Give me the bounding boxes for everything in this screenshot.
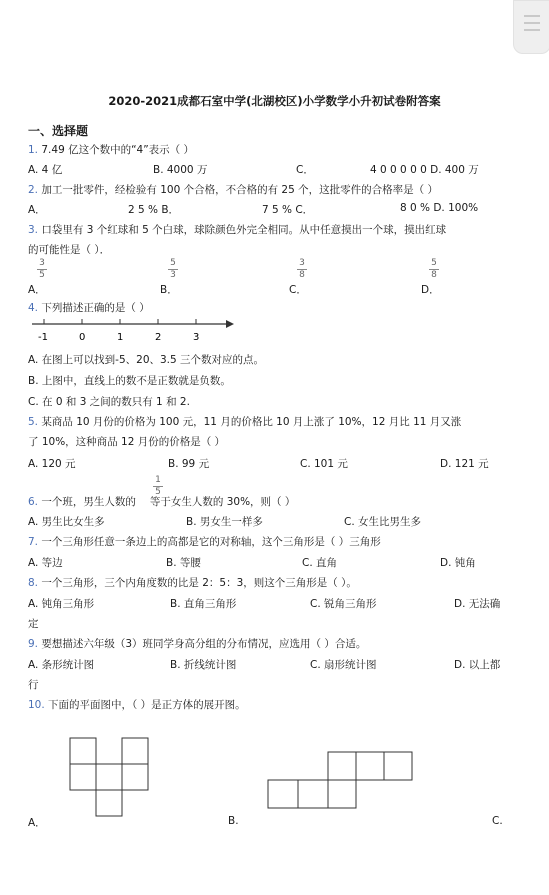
option-c[interactable]: 7 5 % C．	[262, 204, 314, 216]
option-a[interactable]: A．	[28, 204, 46, 216]
option-b[interactable]: B. 等腰	[166, 557, 201, 569]
question-10: 10. 下面的平面图中，（ ）是正方体的展开图。	[28, 699, 246, 711]
option-d[interactable]: 8 0 % D. 100%	[400, 202, 479, 214]
tick-label: -1	[38, 332, 48, 343]
option-a[interactable]: A. 等边	[28, 557, 63, 569]
option-b[interactable]: B.	[228, 815, 239, 827]
option-c[interactable]: C. 直角	[302, 557, 338, 569]
fraction: 3 5	[36, 259, 48, 280]
option-a[interactable]: A．	[28, 284, 46, 296]
question-3: 3. 口袋里有 3 个红球和 5 个白球，球除颜色外完全相同。从中任意摸出一个球，摸出红球	[28, 224, 447, 236]
question-8: 8. 一个三角形，三个内角度数的比是 2：5：3，则这个三角形是（ ）。	[28, 577, 357, 589]
question-9: 9. 要想描述六年级（3）班同学身高分组的分布情况，应选用（ ）合适。	[28, 638, 367, 650]
option-a[interactable]: A. 钝角三角形	[28, 598, 95, 610]
option-b[interactable]: B．	[160, 284, 178, 296]
net-figure-b	[268, 752, 428, 822]
option-c[interactable]: C. 锐角三角形	[310, 598, 377, 610]
option-b[interactable]: B. 上图中，直线上的数不是正数就是负数。	[28, 375, 231, 387]
fraction: 3 8	[296, 259, 308, 280]
question-5: 5. 某商品 10 月份的价格为 100 元，11 月的价格比 10 月上涨了 10%，12 月比 11 月又涨	[28, 416, 462, 428]
question-3-line2: 的可能性是（ ）．	[28, 244, 111, 256]
option-b[interactable]: B. 男女生一样多	[186, 516, 263, 528]
option-d[interactable]: D. 钝角	[440, 557, 476, 569]
fraction: 5 3	[167, 259, 179, 280]
option-a[interactable]: A. 4 亿	[28, 164, 63, 176]
option-d[interactable]: D. 121 元	[440, 458, 489, 470]
number-line	[30, 316, 240, 346]
question-4: 4. 下列描述正确的是（ ）	[28, 302, 150, 314]
option-c[interactable]: C.	[492, 815, 503, 827]
option-b[interactable]: 2 5 % B．	[128, 204, 180, 216]
menu-icon-line	[524, 15, 540, 17]
option-c[interactable]: C. 扇形统计图	[310, 659, 377, 671]
option-c[interactable]: C．	[296, 164, 314, 176]
tick-label: 2	[155, 332, 162, 343]
option-d-wrap: 定	[28, 618, 39, 630]
menu-button[interactable]	[513, 0, 549, 54]
fraction: 5 8	[428, 259, 440, 280]
section-heading: 一、选择题	[28, 124, 89, 138]
option-b[interactable]: B. 直角三角形	[170, 598, 237, 610]
question-5-line2: 了 10%，这种商品 12 月份的价格是（ ）	[28, 436, 226, 448]
option-a[interactable]: A. 条形统计图	[28, 659, 95, 671]
option-c[interactable]: C. 在 0 和 3 之间的数只有 1 和 2.	[28, 396, 190, 408]
menu-icon-line	[524, 22, 540, 24]
option-c[interactable]: C. 女生比男生多	[344, 516, 422, 528]
tick-label: 0	[79, 332, 86, 343]
option-c[interactable]: C．	[289, 284, 307, 296]
option-a[interactable]: A. 在图上可以找到-5、20、3.5 三个数对应的点。	[28, 354, 265, 366]
net-figure-a	[70, 738, 190, 828]
document-title: 2020-2021成都石室中学(北湖校区)小学数学小升初试卷附答案	[108, 94, 441, 108]
question-1: 1. 7.49 亿这个数中的“4”表示（ ）	[28, 144, 194, 156]
option-d-wrap: 行	[28, 679, 39, 691]
menu-icon-line	[524, 29, 540, 31]
option-b[interactable]: B. 99 元	[168, 458, 210, 470]
option-d[interactable]: D．	[421, 284, 440, 296]
question-7: 7. 一个三角形任意一条边上的高都是它的对称轴，这个三角形是（ ）三角形	[28, 536, 381, 548]
option-c[interactable]: C. 101 元	[300, 458, 348, 470]
fraction: 1 5	[152, 476, 164, 497]
question-2: 2. 加工一批零件，经检验有 100 个合格，不合格的有 25 个，这批零件的合格率是（ ）	[28, 184, 438, 196]
option-d[interactable]: D. 无法确	[454, 598, 501, 610]
option-d[interactable]: 4 0 0 0 0 0 D. 400 万	[370, 164, 479, 176]
option-a[interactable]: A. 男生比女生多	[28, 516, 105, 528]
question-6: 6. 一个班，男生人数的 等于女生人数的 30%，则（ ）	[28, 496, 296, 508]
option-b[interactable]: B. 折线统计图	[170, 659, 237, 671]
option-d[interactable]: D. 以上都	[454, 659, 501, 671]
option-a[interactable]: A．	[28, 817, 46, 829]
option-b[interactable]: B. 4000 万	[153, 164, 208, 176]
tick-label: 1	[117, 332, 124, 343]
option-a[interactable]: A. 120 元	[28, 458, 76, 470]
tick-label: 3	[193, 332, 200, 343]
